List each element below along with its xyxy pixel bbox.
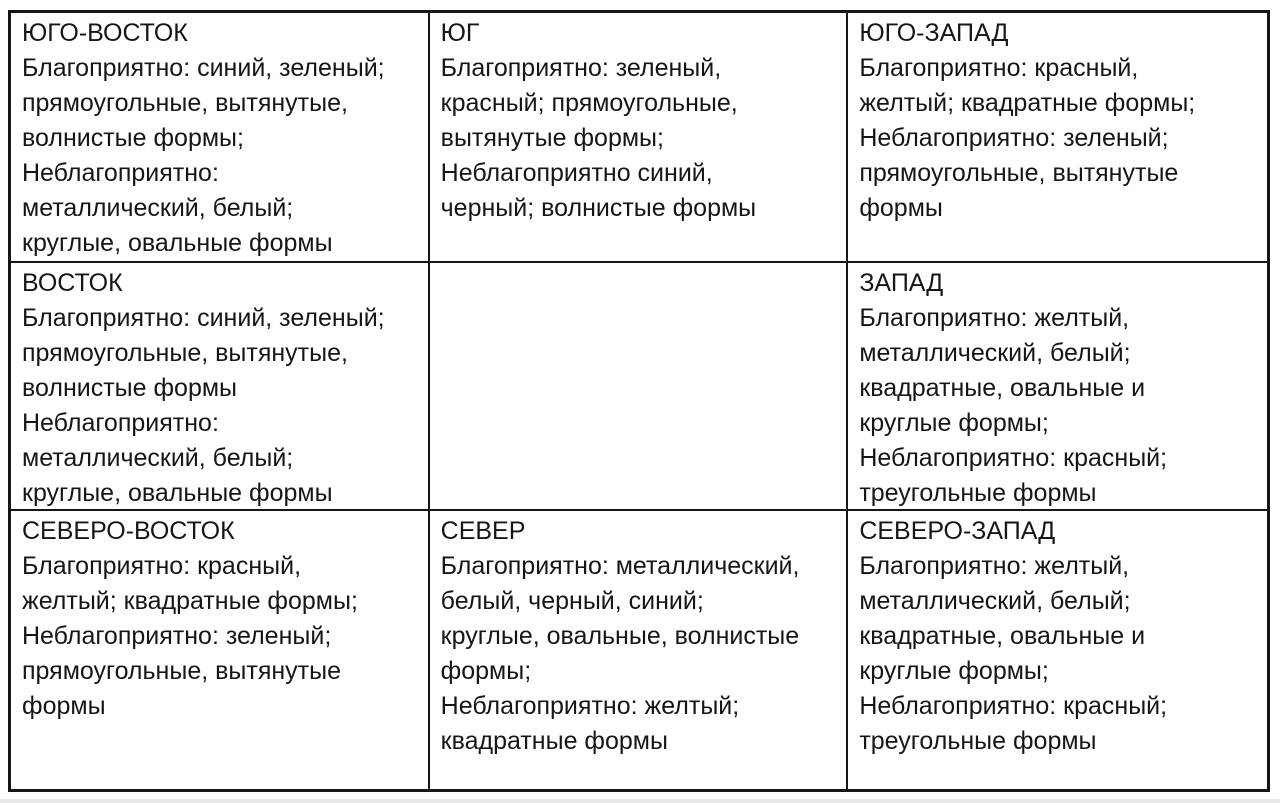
cell-northwest <box>848 511 1267 789</box>
cell-east <box>11 263 430 511</box>
cell-west <box>848 263 1267 511</box>
cell-northeast-title: СЕВЕРО-ВОСТОК <box>22 517 235 545</box>
cell-southeast-title: ЮГО-ВОСТОК <box>22 19 188 47</box>
cell-southeast-body: Благоприятно: синий, зеленый; прямоугольные, вытянутые, волнистые формы; Неблагоприятно: металлический, белый; круглые, овальные формы <box>22 54 385 257</box>
page-bottom-edge <box>0 799 1280 803</box>
cell-northwest-body: Благоприятно: желтый, металлический, белый; квадратные, овальные и круглые формы; Неблагоприятно: красный; треугольные формы <box>859 552 1168 755</box>
cell-west-title: ЗАПАД <box>859 269 944 297</box>
cell-southeast <box>11 13 430 263</box>
cell-southwest-title: ЮГО-ЗАПАД <box>859 19 1009 47</box>
cell-northeast-body: Благоприятно: красный, желтый; квадратные формы; Неблагоприятно: зеленый; прямоугольные, вытянутые формы <box>22 552 358 720</box>
cell-north-body: Благоприятно: металлический, белый, черный, синий; круглые, овальные, волнистые формы; Неблагоприятно: желтый; квадратные формы <box>440 552 800 755</box>
cell-west-body: Благоприятно: желтый, металлический, белый; квадратные, овальные и круглые формы; Неблагоприятно: красный; треугольные формы <box>859 304 1168 507</box>
directions-table <box>8 10 1270 792</box>
cell-south <box>430 13 849 263</box>
cell-north <box>430 511 849 789</box>
cell-south-title: ЮГ <box>440 19 480 47</box>
cell-southwest <box>848 13 1267 263</box>
cell-east-title: ВОСТОК <box>22 269 123 297</box>
cell-east-body: Благоприятно: синий, зеленый; прямоугольные, вытянутые, волнистые формы Неблагоприятно: металлический, белый; круглые, овальные формы <box>22 304 385 507</box>
cell-south-body: Благоприятно: зеленый, красный; прямоугольные, вытянутые формы; Неблагоприятно синий, черный; волнистые формы <box>440 54 757 222</box>
cell-center-empty <box>430 263 849 511</box>
cell-north-title: СЕВЕР <box>440 517 526 545</box>
cell-southwest-body: Благоприятно: красный, желтый; квадратные формы; Неблагоприятно: зеленый; прямоугольные, вытянутые формы <box>859 54 1196 222</box>
cell-northwest-title: СЕВЕРО-ЗАПАД <box>859 517 1056 545</box>
cell-northeast <box>11 511 430 789</box>
